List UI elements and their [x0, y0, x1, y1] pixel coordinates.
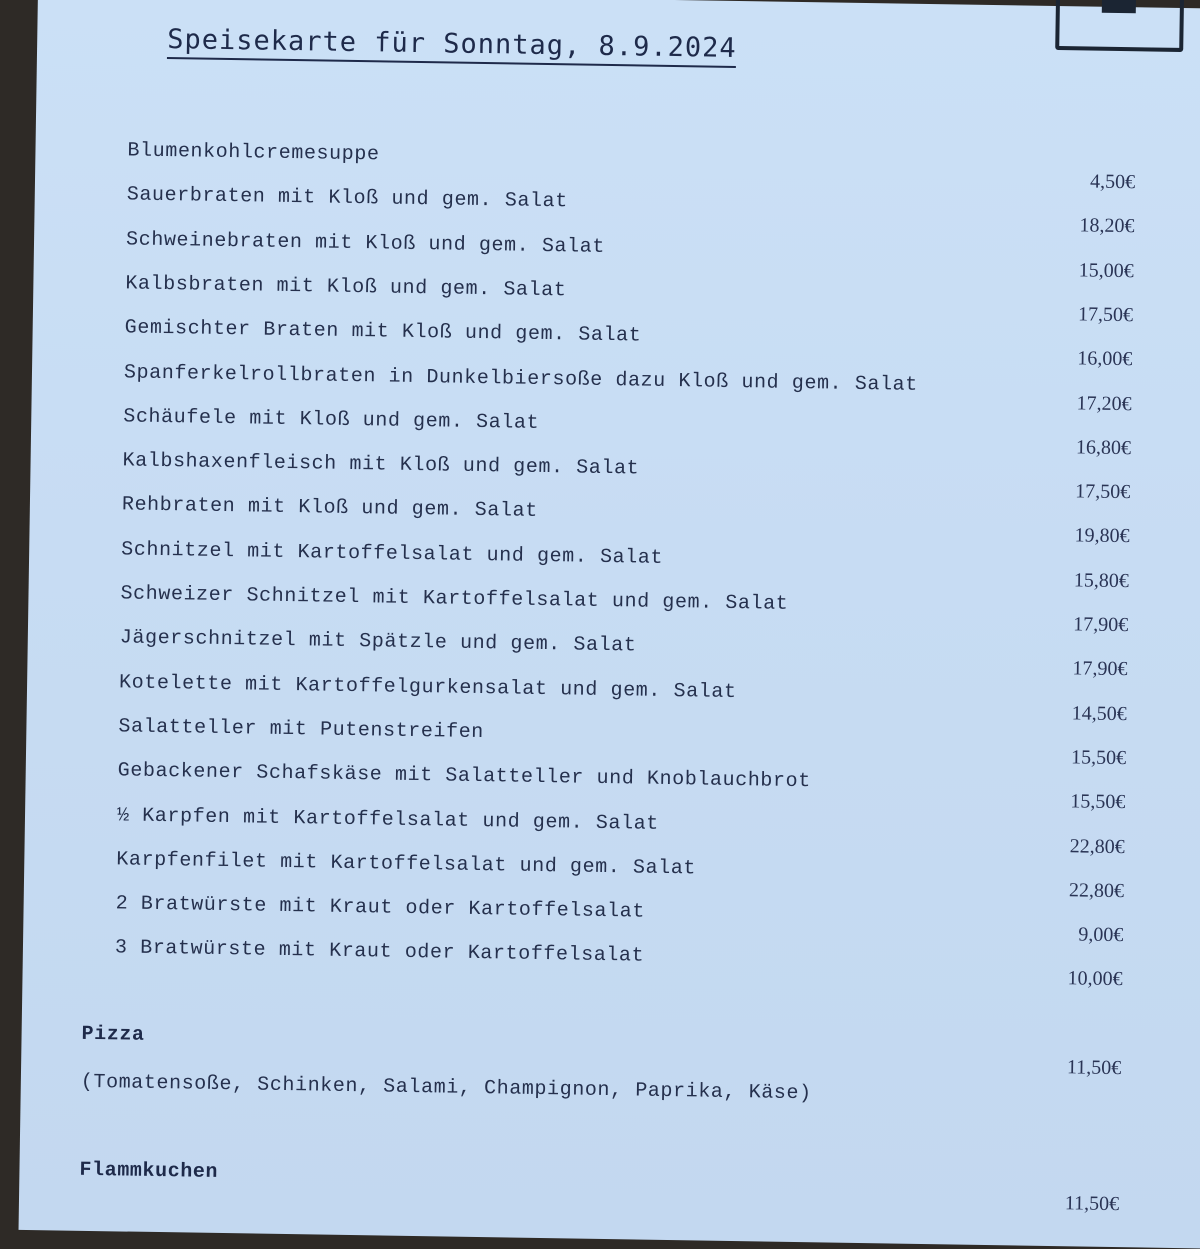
dish-price: 14,50€ — [1071, 701, 1127, 725]
pizza-price: 11,50€ — [1066, 1056, 1122, 1080]
dish-price: 17,90€ — [1072, 657, 1128, 681]
dish-name: Karpfenfilet mit Kartoffelsalat und gem. Salat — [116, 848, 697, 881]
dish-price: 19,80€ — [1074, 524, 1130, 548]
dish-name: Jägerschnitzel mit Spätzle und gem. Salat — [119, 626, 637, 658]
dish-name: Rehbraten mit Kloß und gem. Salat — [121, 493, 538, 524]
pizza-description: (Tomatensoße, Schinken, Salami, Champignon, Paprika, Käse) — [80, 1070, 812, 1106]
logo-mark — [1102, 0, 1136, 13]
dish-name: Kotelette mit Kartoffelgurkensalat und gem. Salat — [118, 670, 737, 704]
dish-price: 15,50€ — [1070, 746, 1127, 770]
dish-price: 15,50€ — [1070, 790, 1126, 814]
menu-title: Speisekarte für Sonntag, 8.9.2024 — [167, 24, 737, 68]
dish-name: 2 Bratwürste mit Kraut oder Kartoffelsalat — [115, 892, 646, 924]
dish-name: ½ Karpfen mit Kartoffelsalat und gem. Salat — [116, 803, 660, 836]
dish-name: Schweizer Schnitzel mit Kartoffelsalat und gem. Salat — [120, 582, 789, 616]
dish-name: Schweinebraten mit Kloß und gem. Salat — [125, 228, 606, 259]
dish-name: Gebackener Schafskäse mit Salatteller und Knoblauchbrot — [117, 759, 811, 794]
flammkuchen-heading: Flammkuchen — [79, 1158, 219, 1184]
pizza-heading: Pizza — [81, 1022, 145, 1047]
dish-price: 17,20€ — [1076, 391, 1132, 415]
dish-price: 17,50€ — [1075, 480, 1131, 504]
flammkuchen-price: 11,50€ — [1064, 1192, 1120, 1216]
dish-name: Spanferkelrollbraten in Dunkelbiersoße dazu Kloß und gem. Salat — [123, 360, 919, 397]
dish-price: 16,00€ — [1077, 347, 1133, 371]
restaurant-logo — [1055, 0, 1184, 52]
dish-price: 17,90€ — [1072, 613, 1129, 637]
dish-name: Kalbsbraten mit Kloß und gem. Salat — [125, 272, 567, 303]
dish-price: 16,80€ — [1075, 436, 1132, 460]
dish-price: 22,80€ — [1068, 879, 1125, 902]
dish-name: 3 Bratwürste mit Kraut oder Kartoffelsalat — [114, 936, 645, 969]
dish-price: 17,50€ — [1077, 303, 1134, 327]
dish-price: 10,00€ — [1067, 967, 1123, 991]
dish-name: Sauerbraten mit Kloß und gem. Salat — [126, 183, 568, 214]
dish-name: Gemischter Braten mit Kloß und gem. Salat — [124, 316, 642, 348]
dish-price: 18,20€ — [1079, 214, 1135, 238]
dish-price: 9,00€ — [1078, 923, 1124, 947]
dish-name: Salatteller mit Putenstreifen — [118, 715, 485, 744]
menu-sheet — [19, 0, 1200, 1249]
dish-price: 4,50€ — [1089, 170, 1136, 194]
dish-price: 15,80€ — [1073, 569, 1130, 592]
dish-name: Kalbshaxenfleisch mit Kloß und gem. Salat — [122, 449, 640, 481]
dish-price: 15,00€ — [1078, 258, 1134, 282]
dish-name: Blumenkohlcremesuppe — [127, 139, 380, 167]
dish-name: Schnitzel mit Kartoffelsalat und gem. Salat — [121, 538, 664, 570]
dish-name: Schäufele mit Kloß und gem. Salat — [123, 405, 540, 435]
dish-price: 22,80€ — [1069, 834, 1125, 858]
